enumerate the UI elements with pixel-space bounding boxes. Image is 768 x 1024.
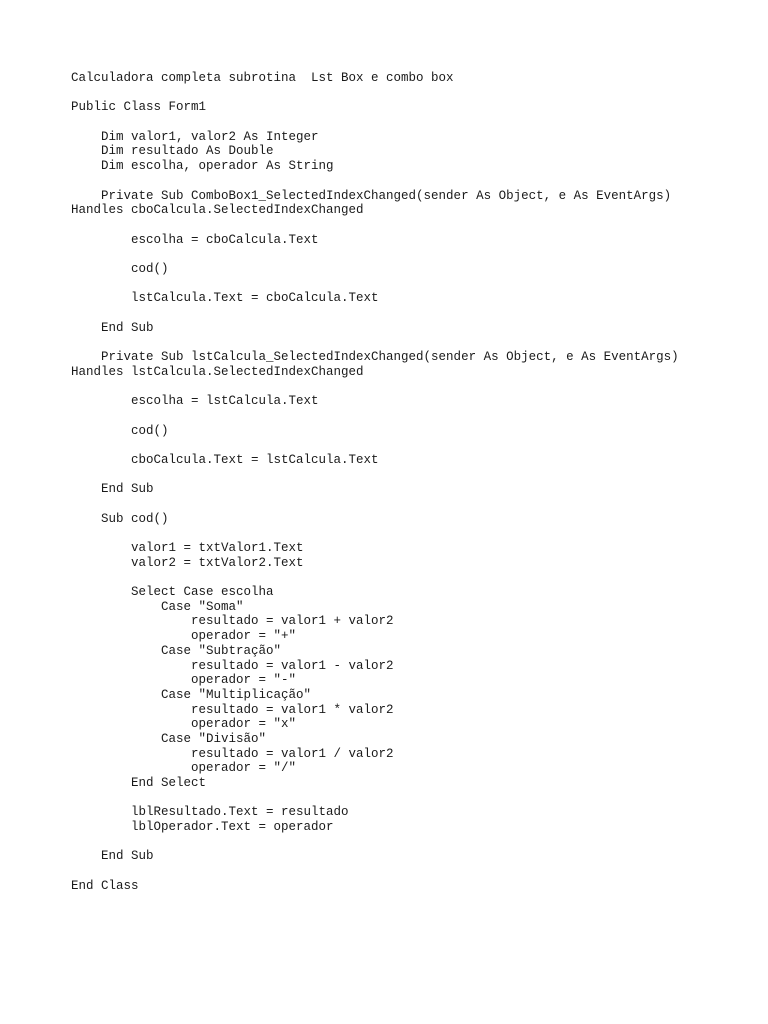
code-line: operador = "+" <box>71 629 297 644</box>
code-line: Dim resultado As Double <box>71 144 274 159</box>
code-line <box>71 438 761 453</box>
code-line <box>71 379 761 394</box>
code-line: operador = "-" <box>71 673 297 688</box>
code-line: Private Sub lstCalcula_SelectedIndexChanged(sender As Object, e As EventArgs) <box>71 350 679 365</box>
code-line <box>71 864 761 879</box>
code-line <box>71 468 761 483</box>
code-line: cod() <box>71 261 169 276</box>
code-line: escolha = cboCalcula.Text <box>71 232 319 247</box>
code-line: operador = "/" <box>71 761 297 776</box>
code-line <box>71 115 761 130</box>
code-line: Dim escolha, operador As String <box>71 159 334 174</box>
code-line: Handles lstCalcula.SelectedIndexChanged <box>71 364 364 379</box>
code-line: Private Sub ComboBox1_SelectedIndexChanged(sender As Object, e As EventArgs) <box>71 188 672 203</box>
code-line: resultado = valor1 - valor2 <box>71 658 394 673</box>
code-line: Case "Divisão" <box>71 731 267 746</box>
code-line: End Class <box>71 878 139 893</box>
code-line: valor1 = txtValor1.Text <box>71 541 304 555</box>
code-line: cboCalcula.Text = lstCalcula.Text <box>71 452 379 467</box>
code-line <box>71 335 761 350</box>
code-line: lstCalcula.Text = cboCalcula.Text <box>71 291 379 306</box>
code-line: resultado = valor1 * valor2 <box>71 702 394 717</box>
code-line: Case "Soma" <box>71 599 244 614</box>
code-line <box>71 218 761 233</box>
code-line: Case "Multiplicação" <box>71 687 312 702</box>
code-line <box>71 409 761 424</box>
code-line: resultado = valor1 + valor2 <box>71 614 394 629</box>
code-line <box>71 174 761 189</box>
code-line <box>71 526 761 541</box>
code-line <box>71 835 761 850</box>
code-line: Sub cod() <box>71 511 169 526</box>
code-line: End Sub <box>71 849 154 864</box>
code-line: lblOperador.Text = operador <box>71 820 334 835</box>
code-line: lblResultado.Text = resultado <box>71 805 349 820</box>
code-line <box>71 570 761 585</box>
code-line: End Sub <box>71 320 154 335</box>
code-line <box>71 86 761 101</box>
code-line: Case "Subtração" <box>71 643 282 658</box>
code-line: Select Case escolha <box>71 585 274 600</box>
code-line: Calculadora completa subrotina Lst Box e combo box <box>71 71 454 85</box>
code-line: Public Class Form1 <box>71 100 207 115</box>
code-line <box>71 791 761 806</box>
code-line: cod() <box>71 423 169 438</box>
code-line: resultado = valor1 / valor2 <box>71 746 394 761</box>
code-line: valor2 = txtValor2.Text <box>71 555 304 570</box>
code-line: escolha = lstCalcula.Text <box>71 394 319 409</box>
code-listing <box>71 71 761 894</box>
code-line: operador = "x" <box>71 717 297 732</box>
code-line <box>71 306 761 321</box>
code-line <box>71 247 761 262</box>
code-line <box>71 277 761 292</box>
code-line <box>71 497 761 512</box>
code-line: Handles cboCalcula.SelectedIndexChanged <box>71 203 364 218</box>
code-line: Dim valor1, valor2 As Integer <box>71 129 319 144</box>
code-line: End Select <box>71 776 207 790</box>
code-line: End Sub <box>71 482 154 497</box>
